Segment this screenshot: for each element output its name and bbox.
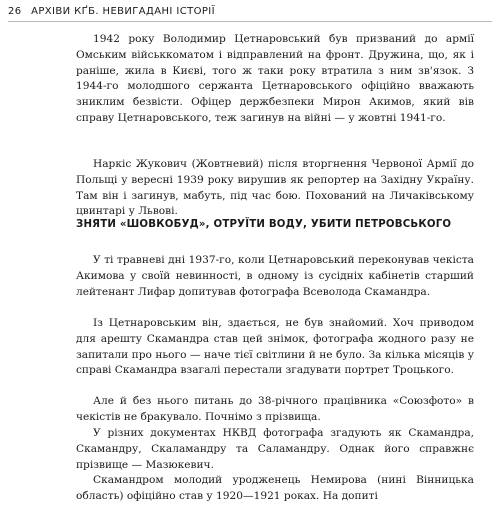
paragraph-3: У ті травневі дні 1937-го, коли Цетнаровський переконував чекіста Акимова у своїй невинності, в одному із сусідніх кабінетів старший лейтенант Лифар допитував фотографа Всеволода Скамандра.	[76, 254, 474, 298]
section-heading: ЗНЯТИ «ШОВКОБУД», ОТРУЇТИ ВОДУ, УБИТИ ПЕТРОВСЬКОГО	[76, 219, 452, 230]
paragraph-7: Скамандром молодий уродженець Немирова (нині Вінницька область) офіційно став у 1920—1921 роках. На допиті	[76, 474, 474, 502]
paragraph-6: У різних документах НКВД фотографа згадують як Скамандра, Скамандру, Скаламандру та Саламандру. Однак його справжнє прізвище — Мазюкевич.	[76, 427, 474, 471]
header-divider	[8, 21, 492, 22]
running-header	[8, 6, 215, 17]
paragraph-2: Наркіс Жукович (Жовтневий) після вторгнення Червоної Армії до Польщі у вересні 1939 року вирушив як репортер на Західну Україну. Там він і загинув, мабуть, під час бою. Похований на Личаківському цвинтарі у Львові.	[76, 158, 474, 218]
page-number: 26	[8, 6, 22, 17]
paragraph-5: Але й без нього питань до 38-річного працівника «Союзфото» в чекістів не бракувало. Почнімо з прізвища.	[76, 395, 474, 423]
paragraph-1: 1942 року Володимир Цетнаровський був призваний до армії Омським військкоматом і відправлений на фронт. Дружина, що, як і раніше, жила в Києві, того ж таки року втратила з ним зв'язок. З 1944-го молодшого сержанта Цетнаровського офіційно вважають зниклим безвісти. Офіцер держбезпеки Мирон Акимов, який вів справу Цетнаровського, теж загинув на війні — у жовтні 1941-го.	[76, 33, 474, 124]
running-title: АРХІВИ КҐБ. НЕВИГАДАНІ ІСТОРІЇ	[31, 6, 215, 17]
paragraph-4: Із Цетнаровським він, здається, не був знайомий. Хоч приводом для арешту Скамандра став цей знімок, фотографа жодного разу не запитали про нього — наче тієї світлини й не було. За кілька місяців у справі Скамандра взагалі перестали згадувати портрет Троцького.	[76, 317, 474, 377]
